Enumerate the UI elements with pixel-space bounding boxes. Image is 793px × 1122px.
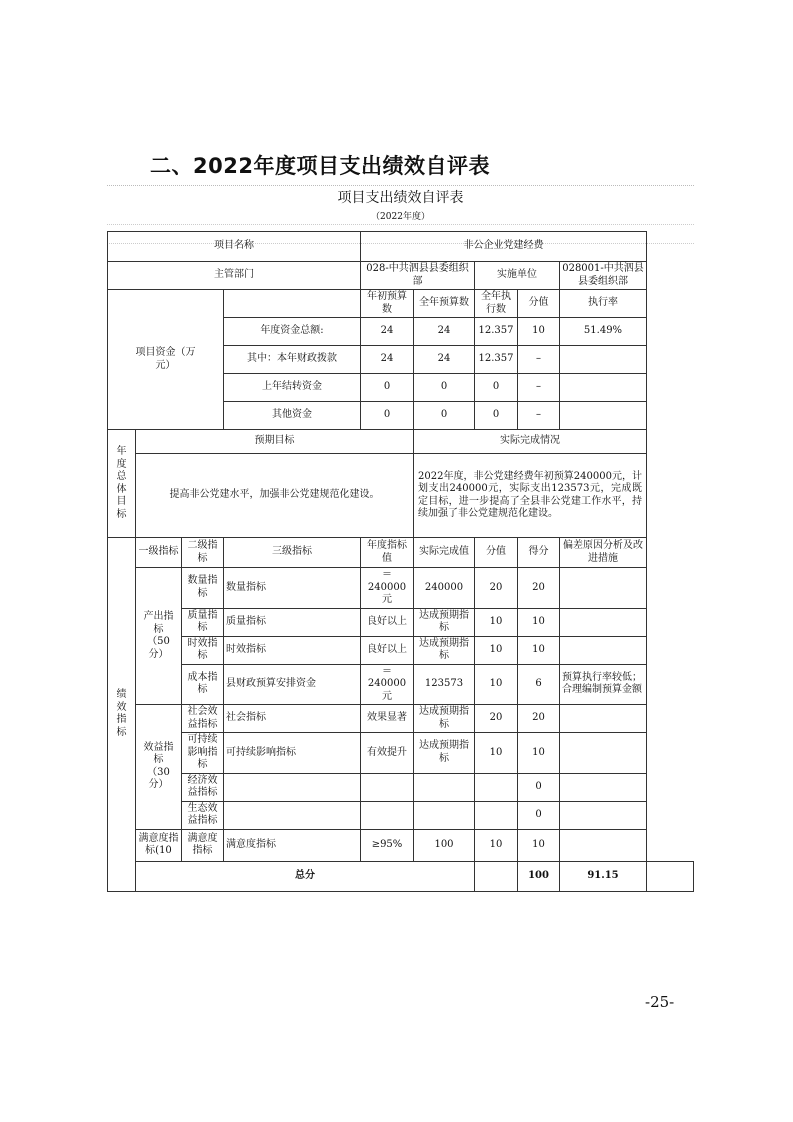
indicators-header-l3: 三级指标: [224, 538, 361, 568]
indicator-l2: 满意度指标: [182, 829, 224, 861]
indicator-value: [475, 801, 518, 829]
project-name-label: 项目名称: [108, 232, 361, 262]
indicator-score: 0: [518, 801, 560, 829]
indicator-row: [108, 773, 694, 801]
indicator-note: [560, 636, 647, 664]
indicator-target: 有效提升: [361, 733, 414, 774]
goals-actual-text: 2022年度，非公党建经费年初预算240000元，计划支出240000元，实际支出123573元，完成既定目标，进一步提高了全县非公党建工作水平，持续加强了非公党建规范化建设。: [414, 454, 647, 538]
indicator-actual: [414, 801, 475, 829]
indicator-note: [560, 705, 647, 733]
indicator-row: [108, 733, 694, 774]
indicator-row: [108, 705, 694, 733]
total-row: [108, 861, 694, 891]
indicator-score: 10: [518, 829, 560, 861]
indicator-target: [361, 801, 414, 829]
indicator-score: 20: [518, 705, 560, 733]
indicators-header-note: 偏差原因分析及改进措施: [560, 538, 647, 568]
indicator-actual: 达成预期指标: [414, 733, 475, 774]
page-heading: 二、2022年度项目支出绩效自评表: [150, 154, 490, 178]
funds-row-score-value: –: [518, 402, 560, 430]
goals-expected-header: 预期目标: [136, 430, 414, 454]
indicator-l3: 时效指标: [224, 636, 361, 664]
indicator-l2: 可持续影响指标: [182, 733, 224, 774]
indicator-actual: [414, 773, 475, 801]
funds-row-annual: 24: [414, 318, 475, 346]
indicator-l3: 社会指标: [224, 705, 361, 733]
funds-header-rate: 执行率: [560, 290, 647, 318]
dept-label: 主管部门: [108, 262, 361, 290]
indicators-header-value: 分值: [475, 538, 518, 568]
dept-value: 028-中共泗县县委组织部: [361, 262, 475, 290]
total-label: 总分: [136, 861, 475, 891]
funds-row-rate: [560, 346, 647, 374]
funds-header-score-value: 分值: [518, 290, 560, 318]
project-name-row: [108, 232, 694, 262]
funds-header-blank: [224, 290, 361, 318]
benefit-group-label: 效益指标（30分）: [136, 705, 182, 830]
funds-header-exec: 全年执行数: [475, 290, 518, 318]
funds-row-exec: 12.357: [475, 346, 518, 374]
indicator-l3: [224, 801, 361, 829]
indicator-target: [361, 773, 414, 801]
indicator-actual: 达成预期指标: [414, 608, 475, 636]
indicator-score: 10: [518, 636, 560, 664]
indicator-row: [108, 636, 694, 664]
indicator-row: [108, 801, 694, 829]
funds-row-rate: 51.49%: [560, 318, 647, 346]
indicator-l2: 时效指标: [182, 636, 224, 664]
dept-row: [108, 262, 694, 290]
satisfaction-group-label: 满意度指标(10: [136, 829, 182, 861]
indicator-target: 良好以上: [361, 636, 414, 664]
indicator-actual: 100: [414, 829, 475, 861]
indicator-row: [108, 664, 694, 705]
indicator-actual: 达成预期指标: [414, 705, 475, 733]
indicator-target: ＝240000元: [361, 664, 414, 705]
funds-row-score-value: –: [518, 374, 560, 402]
funds-row-score-value: –: [518, 346, 560, 374]
indicator-actual: 240000: [414, 568, 475, 609]
goals-group-label: 年度总体目标: [108, 430, 136, 538]
funds-row-exec: 12.357: [475, 318, 518, 346]
indicator-value: 10: [475, 608, 518, 636]
indicator-l2: 社会效益指标: [182, 705, 224, 733]
indicator-l3: 质量指标: [224, 608, 361, 636]
indicator-row: [108, 608, 694, 636]
indicators-header-row: [108, 538, 694, 568]
indicator-actual: 123573: [414, 664, 475, 705]
funds-row-annual: 24: [414, 346, 475, 374]
funds-header-init: 年初预算数: [361, 290, 414, 318]
total-score: 91.15: [560, 861, 647, 891]
goals-expected-text: 提高非公党建水平，加强非公党建规范化建设。: [136, 454, 414, 538]
total-value: 100: [518, 861, 560, 891]
indicator-score: 10: [518, 608, 560, 636]
project-name-value: 非公企业党建经费: [361, 232, 647, 262]
indicators-header-target: 年度指标值: [361, 538, 414, 568]
sheet-subtitle: （2022年度）: [371, 212, 430, 222]
indicator-note: [560, 608, 647, 636]
indicator-note: 预算执行率较低；合理编制预算金额: [560, 664, 647, 705]
indicator-actual: 达成预期指标: [414, 636, 475, 664]
indicator-value: 10: [475, 733, 518, 774]
funds-row-label: 年度资金总额:: [224, 318, 361, 346]
funds-row-annual: 0: [414, 402, 475, 430]
indicators-header-l2: 二级指标: [182, 538, 224, 568]
funds-row-rate: [560, 374, 647, 402]
funds-row-init: 0: [361, 374, 414, 402]
indicator-l2: 数量指标: [182, 568, 224, 609]
indicator-l3: [224, 773, 361, 801]
indicator-note: [560, 568, 647, 609]
funds-header-row: [108, 290, 694, 318]
sheet-title: 项目支出绩效自评表: [107, 185, 694, 210]
total-note: [647, 861, 694, 891]
indicator-value: 20: [475, 705, 518, 733]
indicators-header-actual: 实际完成值: [414, 538, 475, 568]
indicator-value: 10: [475, 829, 518, 861]
funds-row-score-value: 10: [518, 318, 560, 346]
goals-content-row: [108, 454, 694, 538]
indicator-l2: 成本指标: [182, 664, 224, 705]
funds-row-annual: 0: [414, 374, 475, 402]
indicator-score: 6: [518, 664, 560, 705]
indicator-l3: 县财政预算安排资金: [224, 664, 361, 705]
indicator-l2: 质量指标: [182, 608, 224, 636]
indicator-target: 效果显著: [361, 705, 414, 733]
indicator-l2: 经济效益指标: [182, 773, 224, 801]
indicator-l2: 生态效益指标: [182, 801, 224, 829]
funds-row-exec: 0: [475, 402, 518, 430]
indicator-l3: 可持续影响指标: [224, 733, 361, 774]
indicator-value: [475, 773, 518, 801]
funds-row-init: 24: [361, 318, 414, 346]
indicator-score: 10: [518, 733, 560, 774]
funds-row-label: 其他资金: [224, 402, 361, 430]
indicators-group-label: 绩效指标: [108, 538, 136, 892]
indicator-note: [560, 773, 647, 801]
funds-row-label: 其中：本年财政拨款: [224, 346, 361, 374]
page-number: -25-: [645, 993, 675, 1011]
funds-row-init: 0: [361, 402, 414, 430]
evaluation-sheet: [107, 185, 694, 881]
indicator-note: [560, 801, 647, 829]
indicator-target: ≥95%: [361, 829, 414, 861]
indicator-value: 10: [475, 664, 518, 705]
indicator-value: 20: [475, 568, 518, 609]
funds-group-label: 项目资金（万元）: [108, 290, 224, 430]
indicator-l3: 满意度指标: [224, 829, 361, 861]
indicator-score: 0: [518, 773, 560, 801]
funds-row-exec: 0: [475, 374, 518, 402]
unit-value: 028001-中共泗县县委组织部: [560, 262, 647, 290]
indicator-note: [560, 733, 647, 774]
indicator-l3: 数量指标: [224, 568, 361, 609]
indicator-value: 10: [475, 636, 518, 664]
unit-label: 实施单位: [475, 262, 560, 290]
indicator-note: [560, 829, 647, 861]
funds-row-label: 上年结转资金: [224, 374, 361, 402]
indicators-header-score: 得分: [518, 538, 560, 568]
indicator-score: 20: [518, 568, 560, 609]
indicator-row: [108, 829, 694, 861]
goals-actual-header: 实际完成情况: [414, 430, 647, 454]
indicator-target: 良好以上: [361, 608, 414, 636]
funds-header-annual: 全年预算数: [414, 290, 475, 318]
goals-header-row: [108, 430, 694, 454]
evaluation-table: [107, 231, 694, 892]
indicator-row: [108, 568, 694, 609]
indicators-header-l1: 一级指标: [136, 538, 182, 568]
output-group-label: 产出指标（50分）: [136, 568, 182, 705]
funds-row-rate: [560, 402, 647, 430]
total-blank: [475, 861, 518, 891]
indicator-target: ＝240000元: [361, 568, 414, 609]
funds-row-init: 24: [361, 346, 414, 374]
